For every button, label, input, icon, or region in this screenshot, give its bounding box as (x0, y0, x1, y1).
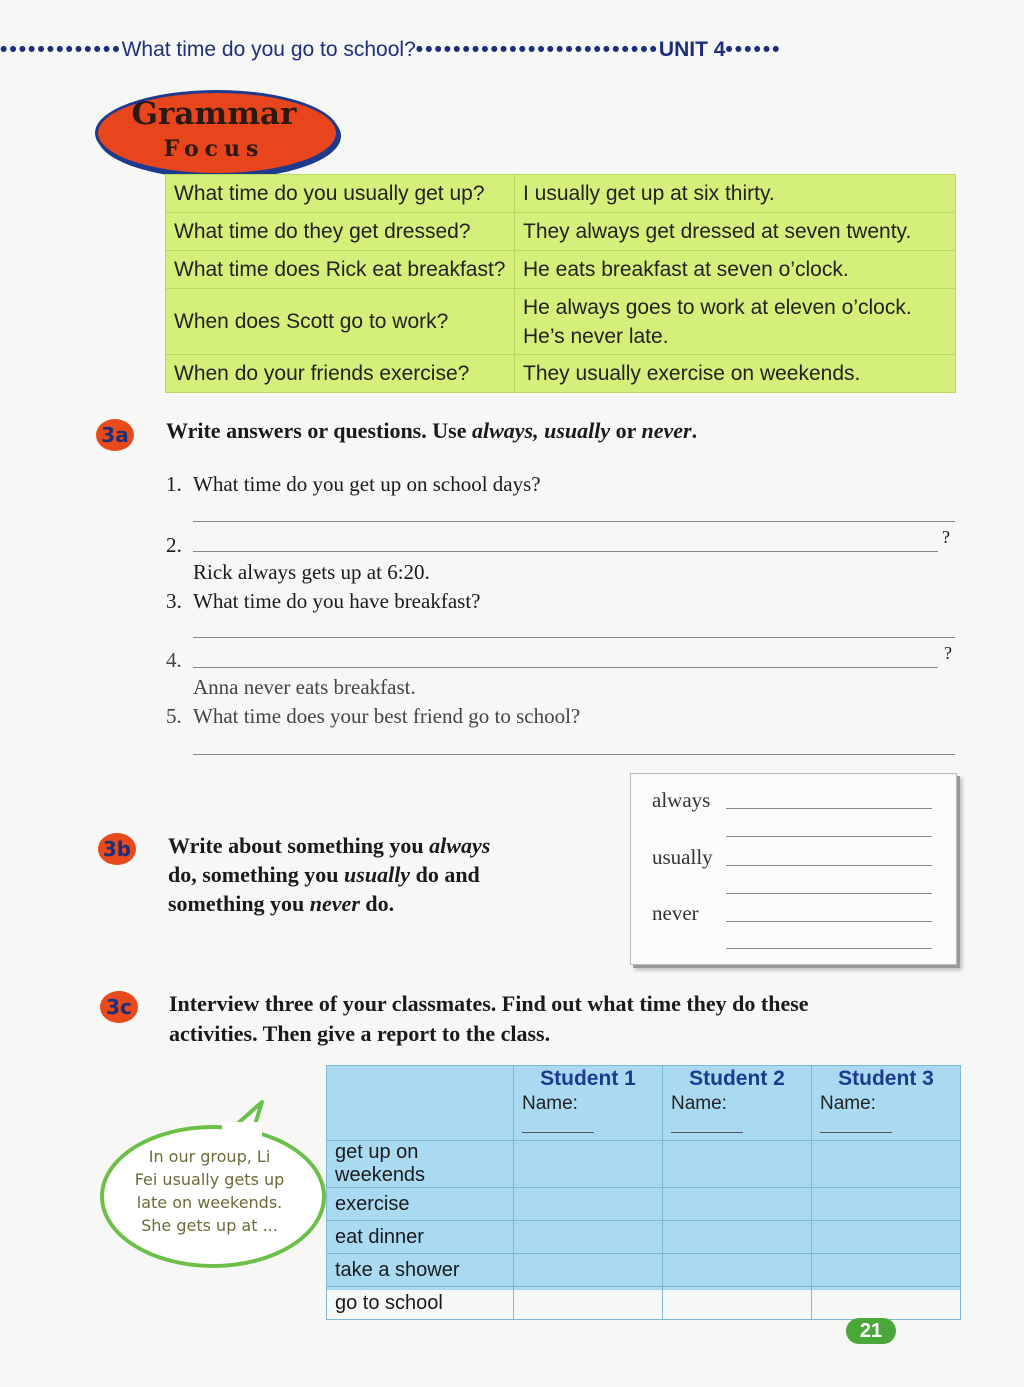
page-header (0, 38, 960, 62)
answer-line[interactable] (193, 637, 955, 638)
student-name-field[interactable]: Name: (820, 1092, 952, 1140)
answer-line[interactable] (193, 667, 938, 668)
exercise-item-text: What time do you get up on school days? (193, 472, 541, 496)
answer-line[interactable] (193, 521, 955, 522)
exercise-item-number: 5. (166, 704, 182, 728)
header-dots-middle: •••••••••••••••••••••••••• (415, 38, 659, 61)
interview-row (327, 1287, 961, 1320)
activity-label: take a shower (327, 1254, 514, 1287)
grammar-question: When do your friends exercise? (166, 355, 515, 393)
activity-label: exercise (327, 1188, 514, 1221)
answer-cell[interactable] (514, 1254, 663, 1287)
writing-line[interactable] (726, 836, 932, 837)
grammar-answer: He eats breakfast at seven o’clock. (515, 251, 956, 289)
answer-line[interactable] (193, 551, 938, 552)
writing-line[interactable] (726, 865, 932, 866)
grammar-row (166, 175, 956, 213)
answer-cell[interactable] (812, 1221, 961, 1254)
exercise-item-number: 1. (166, 472, 182, 496)
answer-cell[interactable] (514, 1188, 663, 1221)
speech-bubble-text: In our group, Li Fei usually gets up late on weekends. She gets up at ... (134, 1147, 285, 1235)
exercise-item-text: Rick always gets up at 6:20. (193, 560, 430, 584)
grammar-focus-subtitle: Focus (163, 136, 265, 162)
activity-label: get up on weekends (327, 1141, 514, 1188)
instruction-3a: Write answers or questions. Use always, usually or never. (166, 418, 698, 443)
answer-cell[interactable] (514, 1287, 663, 1320)
interview-row (327, 1188, 961, 1221)
grammar-answer: I usually get up at six thirty. (515, 175, 956, 213)
section-marker-3a: 3a (96, 419, 134, 451)
grammar-row (166, 251, 956, 289)
grammar-answer: They usually exercise on weekends. (515, 355, 956, 393)
grammar-question: What time does Rick eat breakfast? (166, 251, 515, 289)
answer-line[interactable] (193, 754, 955, 755)
grammar-question: What time do you usually get up? (166, 175, 515, 213)
answer-cell[interactable] (663, 1254, 812, 1287)
section-marker-3c: 3c (100, 991, 138, 1023)
section-marker-3b: 3b (98, 833, 136, 865)
answer-cell[interactable] (812, 1287, 961, 1320)
grammar-answer-line: He’s never late. (523, 324, 669, 348)
answer-cell[interactable] (812, 1188, 961, 1221)
grammar-answer: They always get dressed at seven twenty. (515, 213, 956, 251)
exercise-item-number: 3. (166, 589, 182, 613)
student-column-header: Student 2 Name: (663, 1066, 812, 1141)
header-dots-right: •••••• (725, 38, 782, 61)
grammar-question: When does Scott go to work? (166, 289, 515, 355)
writing-line[interactable] (726, 893, 932, 894)
grammar-answer-line: He always goes to work at eleven o’clock. (523, 295, 912, 319)
student-name-field[interactable]: Name: (522, 1092, 654, 1140)
exercise-item-text: What time does your best friend go to school? (193, 704, 581, 728)
exercise-item-number: 4. (166, 648, 182, 672)
interview-row (327, 1254, 961, 1287)
page-number: 21 (846, 1318, 896, 1344)
interview-corner-cell (327, 1066, 514, 1141)
answer-cell[interactable] (663, 1188, 812, 1221)
answer-cell[interactable] (514, 1221, 663, 1254)
student-name-field[interactable]: Name: (671, 1092, 803, 1140)
instruction-3c: Interview three of your classmates. Find out what time they do these activities. Then give a report to the class. (169, 991, 809, 1046)
box-label-never: never (652, 901, 699, 925)
activity-label: eat dinner (327, 1221, 514, 1254)
grammar-table (165, 174, 956, 393)
grammar-row (166, 355, 956, 393)
writing-line[interactable] (726, 921, 932, 922)
interview-row (327, 1141, 961, 1188)
grammar-answer (515, 289, 956, 355)
answer-cell[interactable] (812, 1254, 961, 1287)
box-label-always: always (652, 788, 711, 812)
answer-cell[interactable] (812, 1141, 961, 1188)
unit-label: UNIT 4 (658, 38, 726, 61)
header-title: What time do you go to school? (121, 38, 416, 61)
exercise-item-text: Anna never eats breakfast. (193, 675, 416, 699)
interview-table (326, 1065, 961, 1320)
grammar-row (166, 289, 956, 355)
activity-label: go to school (327, 1287, 514, 1320)
question-mark: ? (942, 527, 950, 547)
exercise-item-number: 2. (166, 533, 182, 557)
student-column-header: Student 3 Name: (812, 1066, 961, 1141)
grammar-focus-title: Grammar (131, 96, 297, 132)
interview-row (327, 1221, 961, 1254)
grammar-question: What time do they get dressed? (166, 213, 515, 251)
answer-cell[interactable] (663, 1221, 812, 1254)
grammar-row (166, 213, 956, 251)
interview-header-row (327, 1066, 961, 1141)
instruction-3b: Write about something you always do, something you usually do and something you never do. (168, 833, 491, 916)
answer-cell[interactable] (663, 1287, 812, 1320)
writing-line[interactable] (726, 808, 932, 809)
exercise-item-text: What time do you have breakfast? (193, 589, 481, 613)
question-mark: ? (944, 643, 952, 663)
box-label-usually: usually (652, 845, 713, 869)
writing-line[interactable] (726, 948, 932, 949)
student-column-header: Student 1 Name: (514, 1066, 663, 1141)
answer-cell[interactable] (663, 1141, 812, 1188)
header-dots-left: ••••••••••••• (0, 38, 122, 61)
answer-cell[interactable] (514, 1141, 663, 1188)
